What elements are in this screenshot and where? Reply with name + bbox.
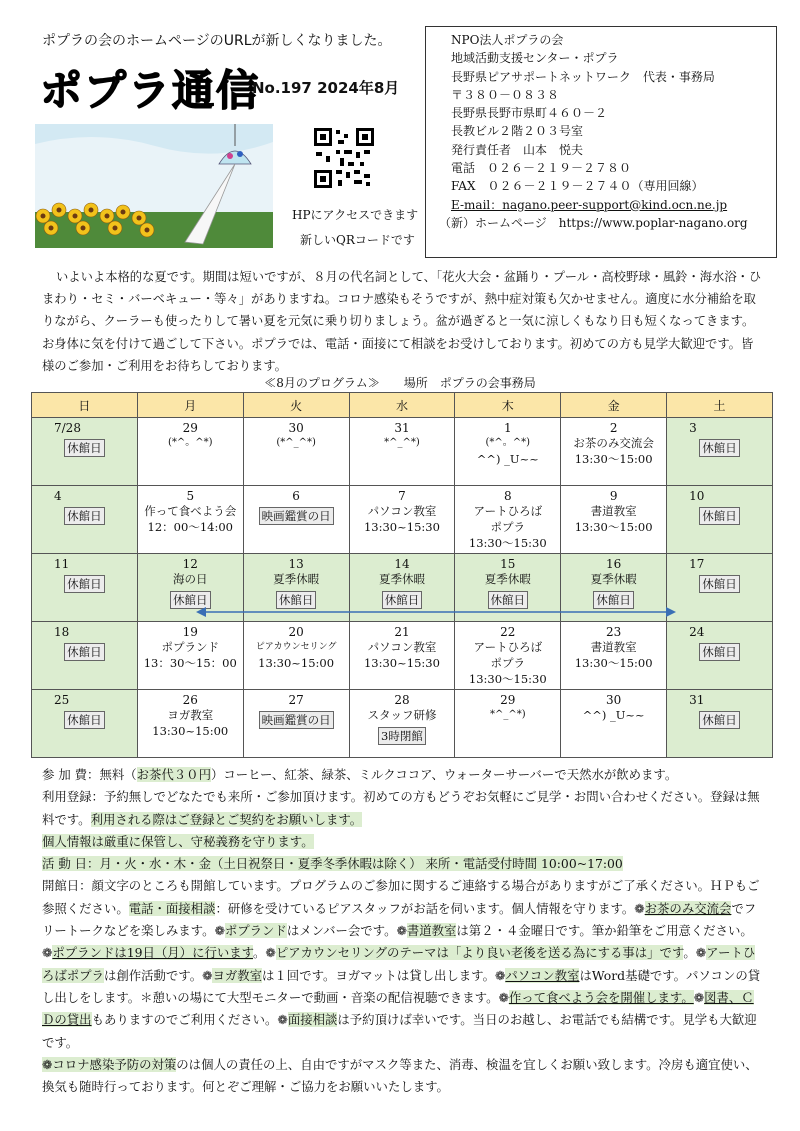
organization-info-box: [425, 26, 777, 258]
day-number: 7/28: [54, 421, 81, 435]
day-event: ヨガ教室: [167, 708, 214, 722]
closed-badge: 休館日: [382, 591, 423, 609]
closed-badge: 休館日: [699, 643, 740, 661]
summer-break-arrow: [196, 606, 676, 618]
day-number: 29: [182, 421, 198, 435]
closed-badge: 休館日: [170, 591, 211, 609]
calendar-day: [32, 690, 138, 758]
day-event: 13:30~15:00: [258, 656, 335, 670]
closed-badge: 休館日: [699, 439, 740, 457]
calendar-week: [32, 486, 773, 554]
day-event: 海の日: [173, 572, 208, 586]
fee-note: 参 加 費：無料（お茶代３０円）コーヒー、紅茶、緑茶、ミルクココア、ウォーターサーバーで天然水が飲めます。: [42, 767, 678, 782]
day-number: 10: [689, 489, 705, 503]
day-event: 夏季休暇: [378, 572, 425, 586]
day-event: 13:30～15:30: [468, 536, 547, 550]
calendar-day: [667, 622, 773, 690]
day-event: ピアカウンセリング: [255, 642, 337, 652]
day-event: 13:30～15:00: [574, 656, 653, 670]
calendar-day: [667, 554, 773, 622]
org-fax: FAX ０２６－２１９－２７４０（専用回線）: [451, 179, 704, 194]
day-number: 2: [609, 421, 618, 435]
calendar-day: [137, 690, 243, 758]
day-number: 17: [689, 557, 705, 571]
intro-paragraph: いよいよ本格的な夏です。期間は短いですが、８月の代名詞として、「花火大会・盆踊り・プール・高校野球・風鈴・海水浴・ひまわり・セミ・バーベキュー・等々」がありますね。コロナ感染もそうですが、熱中症対策も欠かせません。適度に水分補給を取りながら、クーラーも使ったりして暑い夏を元気に乗り切りましょう。盆が過ぎると一気に涼しくもなり日も短くなってきます。お身体に気を付けて過ごして下さい。ポプラでは、電話・面接にて相談をお受けしております。初めての方も見学大歓迎です。皆様のご参加・ご利用をお待ちしております。: [42, 270, 762, 373]
calendar-day: [32, 418, 138, 486]
day-event: 書道教室: [590, 504, 637, 518]
day-number: 31: [689, 693, 705, 707]
closed-badge: 映画鑑賞の日: [259, 507, 334, 525]
calendar-day: [243, 418, 349, 486]
closed-badge: 休館日: [64, 711, 105, 729]
closed-badge: 休館日: [699, 507, 740, 525]
org-center: 地域活動支援センター・ポプラ: [451, 51, 619, 66]
day-number: 30: [288, 421, 304, 435]
qr-caption: [292, 203, 418, 253]
qr-caption-line: 新しいQRコードです: [300, 233, 415, 247]
weekday-header: 火: [243, 393, 349, 418]
day-number: 31: [394, 421, 410, 435]
calendar-day: [349, 622, 455, 690]
day-number: 13: [288, 557, 304, 571]
program-details-note: 開館日：顔文字のところも開館しています。プログラムのご参加に関するご連絡する場合がありますがご了承ください。ＨＰもご参照ください。電話・面接相談：研修を受けているピアスタッフがお話を伺います。個人情報を守ります。❁お茶のみ交流会でフリートークなどを楽しみます。❁ポプランドはメンバー会です。❁書道教室は第２・４金曜日です。筆か鉛筆をご用意ください。❁ポプランドは19日（月）に行います。❁ピアカウンセリングのテーマは「より良い老後を送る為にする事は」です。❁アートひろばポプラは創作活動です。❁ヨガ教室は１回です。ヨガマットは貸し出します。❁パソコン教室はWord基礎です。パソコンの貸し出しをします。＊憩いの場にて大型モニターで動画・音楽の配信視聴できます。❁作って食べよう会を開催します。❁図書、ＣＤの貸出もありますのでご利用ください。❁面接相談は予約頂けば幸いです。当日のお越し、お電話でも結構です。見学も大歓迎です。: [42, 878, 761, 1050]
day-event: ^^) _U~~: [582, 708, 645, 722]
day-event: パソコン教室: [367, 640, 437, 654]
covid-note: ❁コロナ感染予防の対策のは個人の責任の上、自由ですがマスク等また、消毒、検温を宜しくお願い致します。冷房も適宜使い、換気も随時行っております。何とぞご理解・ご協力をお願いいたします。: [42, 1056, 758, 1095]
org-name: NPO法人ポプラの会: [451, 33, 564, 47]
org-network: 長野県ピアサポートネットワーク 代表・事務局: [451, 69, 715, 84]
calendar-day: [137, 622, 243, 690]
url-change-notice: ポプラの会のホームページのURLが新しくなりました。: [42, 33, 392, 49]
day-number: 28: [394, 693, 410, 707]
day-event: 夏季休暇: [273, 572, 320, 586]
calendar-day: [561, 690, 667, 758]
day-number: 23: [606, 625, 622, 639]
newsletter-title: ポプラ通信: [40, 66, 261, 115]
calendar-day: [667, 486, 773, 554]
privacy-note: 個人情報は厳重に保管し、守秘義務を守ります。: [42, 833, 314, 849]
day-number: 19: [182, 625, 198, 639]
calendar-day: [243, 690, 349, 758]
closed-badge: 休館日: [699, 575, 740, 593]
day-number: 26: [182, 693, 198, 707]
closed-badge: 休館日: [276, 591, 317, 609]
day-number: 22: [500, 625, 516, 639]
closed-badge: 休館日: [64, 643, 105, 661]
org-publisher: 発行責任者 山本 悦夫: [451, 142, 584, 157]
day-number: 12: [182, 557, 198, 571]
day-number: 11: [54, 557, 70, 571]
calendar-day: [561, 418, 667, 486]
day-event: 13:30～15:00: [574, 452, 653, 466]
day-number: 15: [500, 557, 516, 571]
weekday-header: 木: [455, 393, 561, 418]
calendar-week: [32, 418, 773, 486]
weekday-header: 金: [561, 393, 667, 418]
day-event: ポプラ: [490, 520, 526, 534]
calendar-day: [32, 486, 138, 554]
program-calendar: [31, 392, 773, 758]
calendar-week: [32, 622, 773, 690]
day-number: 3: [689, 421, 697, 435]
day-event: お茶のみ交流会: [573, 436, 654, 450]
day-event: 12：00～14:00: [147, 520, 233, 534]
day-number: 9: [609, 489, 618, 503]
weekday-header: 水: [349, 393, 455, 418]
day-number: 21: [394, 625, 410, 639]
day-number: 4: [54, 489, 62, 503]
day-number: 5: [186, 489, 195, 503]
day-number: 29: [500, 693, 516, 707]
calendar-day: [137, 486, 243, 554]
day-event: *^_^*): [489, 709, 526, 720]
org-homepage[interactable]: （新）ホームページ https://www.poplar-nagano.org: [439, 215, 748, 230]
day-event: 作って食べよう会: [144, 504, 237, 518]
day-event: 13：30～15：00: [143, 656, 237, 670]
day-event: パソコン教室: [367, 504, 437, 518]
closed-badge: 休館日: [64, 439, 105, 457]
closed-badge: 映画鑑賞の日: [259, 711, 334, 729]
day-number: 18: [54, 625, 70, 639]
registration-note: 利用登録：予約無しでどなたでも来所・ご参加頂けます。初めての方もどうぞお気軽にご見学・お問い合わせください。登録は無料です。利用される際はご登録とご契約をお願いします。: [42, 789, 760, 827]
day-number: 25: [54, 693, 70, 707]
day-event: (*^_^*): [276, 437, 316, 448]
day-number: 20: [288, 625, 304, 639]
day-event: アートひろば: [473, 640, 543, 654]
calendar-day: [349, 690, 455, 758]
closed-badge: 休館日: [64, 575, 105, 593]
day-event: 夏季休暇: [484, 572, 531, 586]
day-number: 30: [606, 693, 622, 707]
calendar-day: [561, 622, 667, 690]
calendar-day: [137, 418, 243, 486]
day-event: ^^) _U~~: [476, 452, 539, 466]
calendar-day: [32, 622, 138, 690]
summer-illustration: [35, 124, 273, 248]
day-number: 8: [503, 489, 512, 503]
closed-badge: 休館日: [699, 711, 740, 729]
day-event: *^_^*): [384, 437, 420, 448]
day-number: 14: [394, 557, 410, 571]
issue-number: No.197 2024年8月: [252, 79, 400, 97]
org-email[interactable]: E-mail：nagano.peer-support@kind.ocn.ne.jp: [451, 197, 728, 212]
day-number: 7: [398, 489, 406, 503]
qr-caption-line: HPにアクセスできます: [292, 208, 419, 222]
day-number: 6: [292, 489, 300, 503]
notes-section: [42, 764, 762, 1098]
org-postcode: 〒３８０－０８３８: [451, 87, 560, 102]
day-event: ポプラ: [490, 656, 526, 670]
day-event: (*^。^*): [485, 437, 531, 448]
org-phone: 電話 ０２６－２１９－２７８０: [451, 161, 632, 176]
calendar-day: [349, 418, 455, 486]
day-event: 夏季休暇: [590, 572, 637, 586]
calendar-day: [243, 486, 349, 554]
closed-badge: 3時閉館: [378, 727, 426, 745]
day-event: 13:30~15:00: [152, 724, 229, 738]
calendar-day: [455, 418, 561, 486]
closed-badge: 休館日: [488, 591, 529, 609]
weekday-header: 日: [32, 393, 138, 418]
org-address: 長野県長野市県町４６０－２: [451, 106, 608, 121]
closed-badge: 休館日: [593, 591, 634, 609]
calendar-day: [349, 486, 455, 554]
calendar-day: [243, 622, 349, 690]
calendar-week: [32, 690, 773, 758]
qr-code[interactable]: [314, 128, 374, 188]
calendar-day: [455, 486, 561, 554]
calendar-day: [667, 418, 773, 486]
activity-days-note: 活 動 日：月・火・水・木・金（土日祝祭日・夏季冬季休暇は除く） 来所・電話受付時間 10:00~17:00: [42, 856, 623, 872]
day-event: 13:30～15:30: [468, 672, 547, 686]
org-building: 長教ビル２階２０３号室: [451, 124, 584, 139]
weekday-header: 月: [137, 393, 243, 418]
day-event: 13:30~15:30: [363, 520, 440, 534]
day-event: 13:30~15:30: [363, 656, 440, 670]
day-number: 27: [288, 693, 304, 707]
day-event: 書道教室: [590, 640, 637, 654]
weekday-header: 土: [667, 393, 773, 418]
program-title: ≪8月のプログラム≫ 場所 ポプラの会事務局: [264, 376, 536, 390]
day-event: スタッフ研修: [367, 708, 437, 722]
day-number: 1: [503, 421, 512, 435]
closed-badge: 休館日: [64, 507, 105, 525]
day-number: 24: [689, 625, 705, 639]
calendar-day: [455, 622, 561, 690]
day-event: 13:30～15:00: [574, 520, 653, 534]
calendar-day: [455, 690, 561, 758]
calendar-day: [667, 690, 773, 758]
day-event: アートひろば: [473, 504, 543, 518]
calendar-day: [32, 554, 138, 622]
day-event: ポプランド: [161, 640, 220, 654]
day-number: 16: [606, 557, 622, 571]
calendar-day: [561, 486, 667, 554]
day-event: (*^。^*): [167, 437, 213, 448]
